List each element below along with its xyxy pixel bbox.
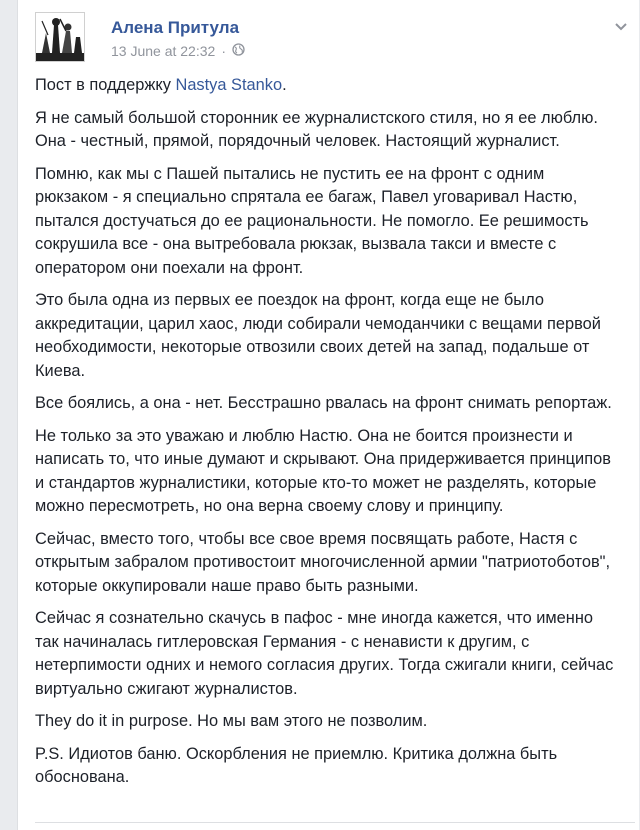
- avatar-illustration: [36, 13, 84, 61]
- post-paragraph: Все боялись, а она - нет. Бесстрашно рвалась на фронт снимать репортаж.: [35, 394, 612, 412]
- post-paragraph: Сейчас, вместо того, чтобы все свое время посвящать работе, Настя с открытым забралом противостоит многочисленной армии "патриотоботов", которые оккупировали наше право быть разными.: [35, 529, 611, 595]
- post-paragraph: Я не самый большой сторонник ее журналистского стиля, но я ее люблю. Она - честный, прямой, порядочный человек. Настоящий журналист.: [35, 108, 598, 150]
- chevron-down-icon[interactable]: [611, 16, 631, 36]
- post-paragraph: P.S. Идиотов баню. Оскорбления не приемлю. Критика должна быть обоснована.: [35, 744, 558, 786]
- post-meta: [111, 43, 245, 59]
- post-timestamp[interactable]: 13 June at 22:32: [111, 43, 216, 59]
- post-paragraph: Помню, как мы с Пашей пытались не пустить ее на фронт с одним рюкзаком - я специально спрятала ее багаж, Павел уговаривал Настю, пытался достучаться до ее рациональности. Не помогло. Ее решимость сокрушила все - она вытребовала рюкзак, вызвала такси и вместе с оператором они поехали на фронт.: [35, 164, 589, 277]
- post-paragraph: Это была одна из первых ее поездок на фронт, когда еще не было аккредитации, царил хаос, люди собирали чемоданчики с вещами первой необходимости, некоторые отвозили своих детей на запад, подальше от Киева.: [35, 291, 601, 380]
- mention-paragraph: [35, 74, 620, 98]
- post-card: [17, 0, 639, 830]
- post-paragraph: Не только за это уважаю и люблю Настю. Она не боится произнести и написать то, что иные думают и скрывают. Она придерживается принципов и стандартов журналистики, которые кто-то может не разделять, которые можно пересмотреть, но она верна своему слову и принципу.: [35, 426, 611, 515]
- post-body: [35, 74, 620, 799]
- globe-icon[interactable]: [232, 43, 245, 59]
- mention-prefix: Пост в поддержку: [35, 76, 176, 94]
- author-avatar[interactable]: [35, 12, 85, 62]
- meta-separator: ·: [221, 43, 226, 59]
- mention-link[interactable]: Nastya Stanko: [175, 76, 283, 94]
- post-paragraph: They do it in purpose. Но мы вам этого не позволим.: [35, 712, 428, 730]
- post-paragraph: Сейчас я сознательно скачусь в пафос - мне иногда кажется, что именно так начиналась гитлеровская Германия - с ненависти к другим, с нетерпимости одних и немого согласия других. Тогда сжигали книги, сейчас виртуально сжигают журналистов.: [35, 609, 614, 698]
- author-name[interactable]: Алена Притула: [111, 18, 240, 37]
- mention-suffix: .: [282, 76, 287, 94]
- post-header: [35, 12, 635, 72]
- post-divider: [35, 822, 635, 823]
